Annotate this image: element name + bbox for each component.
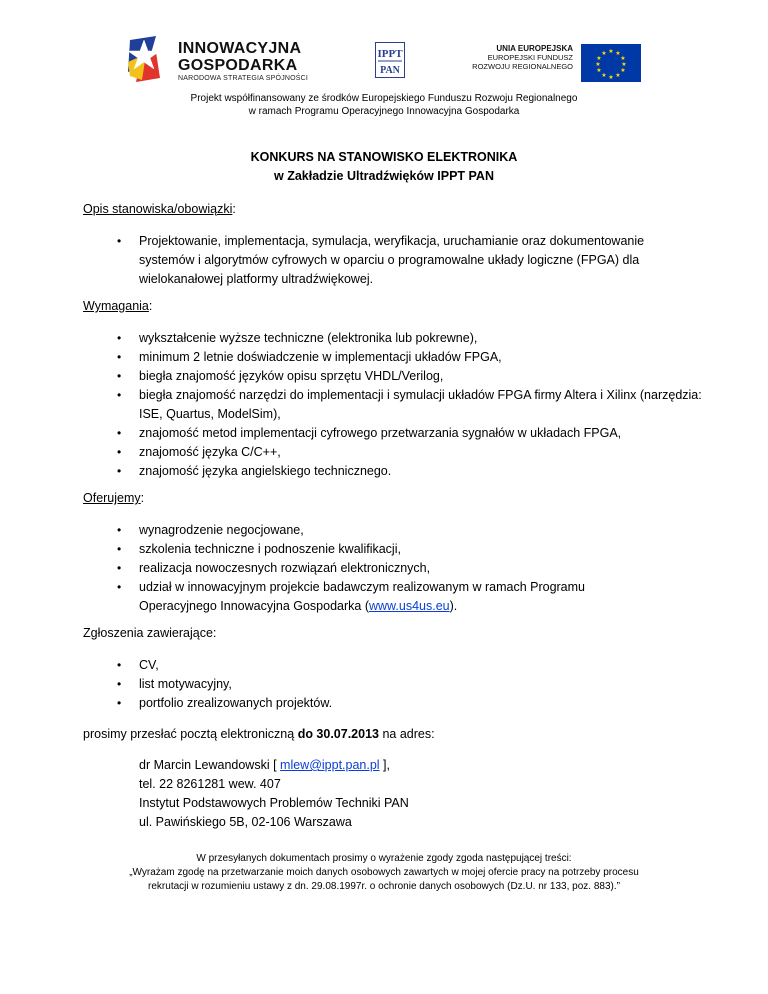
project-note-line-1: Projekt współfinansowany ze środków Europejskiego Funduszu Rozwoju Regionalnego xyxy=(190,93,578,104)
eu-logo-line-2: EUROPEJSKI FUNDUSZ xyxy=(487,53,573,62)
offer-heading: Oferujemy: xyxy=(83,491,145,505)
offer-list xyxy=(83,521,643,616)
ippt-logo-line-2: PAN xyxy=(380,65,400,76)
applications-list xyxy=(83,656,643,713)
list-item: • znajomość języka C/C++, xyxy=(83,443,703,462)
project-note-line-2: w ramach Programu Operacyjnego Innowacyjna Gospodarka xyxy=(248,106,520,117)
svg-text:★: ★ xyxy=(620,67,626,74)
list-item: • wykształcenie wyższe techniczne (elektronika lub pokrewne), xyxy=(83,329,703,348)
svg-text:★: ★ xyxy=(596,67,602,74)
eu-logo xyxy=(472,44,641,82)
list-item: • biegła znajomość narzędzi do implementacji i symulacji układów FPGA firmy Altera i Xilinx (narzędzia: ISE, Quartus, ModelSim), xyxy=(83,386,703,424)
submission-text: prosimy przesłać pocztą elektroniczną do 30.07.2013 na adres: xyxy=(83,727,435,741)
list-item: • biegła znajomość języków opisu sprzętu VHDL/Verilog, xyxy=(83,367,703,386)
svg-text:★: ★ xyxy=(615,72,621,79)
innowacyjna-gospodarka-logo xyxy=(126,34,326,90)
list-item: • znajomość języka angielskiego technicznego. xyxy=(83,462,703,481)
svg-text:★: ★ xyxy=(601,72,607,79)
ig-star-icon xyxy=(126,34,174,86)
ig-logo-line-1: INNOWACYJNA xyxy=(178,40,302,57)
consent-line-3: rekrutacji w rozumieniu ustawy z dn. 29.08.1997r. o ochronie danych osobowych (Dz.U. nr 133, poz. 883).” xyxy=(148,881,620,892)
eu-flag-icon xyxy=(581,44,641,82)
svg-text:★: ★ xyxy=(620,55,626,62)
title-line-1: KONKURS NA STANOWISKO ELEKTRONIKA xyxy=(250,150,518,164)
list-item: • wynagrodzenie negocjowane, xyxy=(83,521,643,540)
requirements-section xyxy=(83,297,702,478)
eu-logo-text xyxy=(472,44,573,71)
ig-logo-line-2: GOSPODARKA xyxy=(178,57,298,74)
email-link[interactable]: mlew@ippt.pan.pl xyxy=(280,758,380,772)
project-cofinancing-note xyxy=(100,92,668,118)
svg-text:★: ★ xyxy=(608,48,614,55)
list-item: • znajomość metod implementacji cyfrowego przetwarzania sygnałów w układach FPGA, xyxy=(83,424,703,443)
svg-text:★: ★ xyxy=(621,61,627,68)
requirements-list xyxy=(83,329,703,481)
contact-name: dr Marcin Lewandowski [ mlew@ippt.pan.pl ], xyxy=(139,758,390,772)
svg-text:★: ★ xyxy=(601,50,607,57)
applications-section xyxy=(83,624,683,710)
list-item: • udział w innowacyjnym projekcie badawczym realizowanym w ramach Programu Operacyjnego Innowacyjna Gospodarka (www.us4us.eu). xyxy=(83,578,643,616)
requirements-heading: Wymagania: xyxy=(83,299,153,313)
contact-phone: tel. 22 8261281 wew. 407 xyxy=(139,777,281,791)
list-item: • CV, xyxy=(83,656,643,675)
title-line-2: w Zakładzie Ultradźwięków IPPT PAN xyxy=(274,169,494,183)
description-list xyxy=(83,232,683,289)
list-item: • minimum 2 letnie doświadczenie w implementacji układów FPGA, xyxy=(83,348,703,367)
consent-line-1: W przesyłanych dokumentach prosimy o wyrażenie zgody zgoda następującej treści: xyxy=(196,853,572,864)
offer-section xyxy=(83,489,683,613)
svg-text:★: ★ xyxy=(596,55,602,62)
ig-logo-line-3: NARODOWA STRATEGIA SPÓJNOŚCI xyxy=(178,75,309,82)
applications-heading: Zgłoszenia zawierające: xyxy=(83,626,217,640)
list-item: • portfolio zrealizowanych projektów. xyxy=(83,694,643,713)
ippt-pan-logo xyxy=(375,42,405,78)
svg-text:★: ★ xyxy=(615,50,621,57)
list-item: • realizacja nowoczesnych rozwiązań elektronicznych, xyxy=(83,559,643,578)
svg-text:★: ★ xyxy=(595,61,601,68)
contact-institute: Instytut Podstawowych Problemów Techniki PAN xyxy=(139,796,409,810)
us4us-link[interactable]: www.us4us.eu xyxy=(369,599,450,613)
contact-address: ul. Pawińskiego 5B, 02-106 Warszawa xyxy=(139,815,352,829)
list-item: • Projektowanie, implementacja, symulacja, weryfikacja, uruchamianie oraz dokumentowanie systemów i algorytmów cyfrowych w oparciu o programowalne układy logiczne (FPGA) dla wielokanałowej platformy ultradźwiękowej. xyxy=(83,232,683,289)
list-item: • szkolenia techniczne i podnoszenie kwalifikacji, xyxy=(83,540,643,559)
eu-logo-line-3: ROZWOJU REGIONALNEGO xyxy=(472,62,573,71)
svg-text:★: ★ xyxy=(608,74,614,81)
contact-block xyxy=(139,756,409,832)
consent-note xyxy=(80,852,688,894)
ippt-logo-line-1: IPPT xyxy=(377,48,403,60)
list-item: • list motywacyjny, xyxy=(83,675,643,694)
deadline: do 30.07.2013 xyxy=(297,727,379,741)
consent-line-2: „Wyrażam zgodę na przetwarzanie moich danych osobowych zawartych w mojej ofercie pracy na potrzeby procesu xyxy=(129,867,639,878)
eu-logo-line-1: UNIA EUROPEJSKA xyxy=(496,44,573,53)
page-title xyxy=(60,148,708,186)
description-section xyxy=(83,200,683,286)
description-heading: Opis stanowiska/obowiązki: xyxy=(83,202,236,216)
